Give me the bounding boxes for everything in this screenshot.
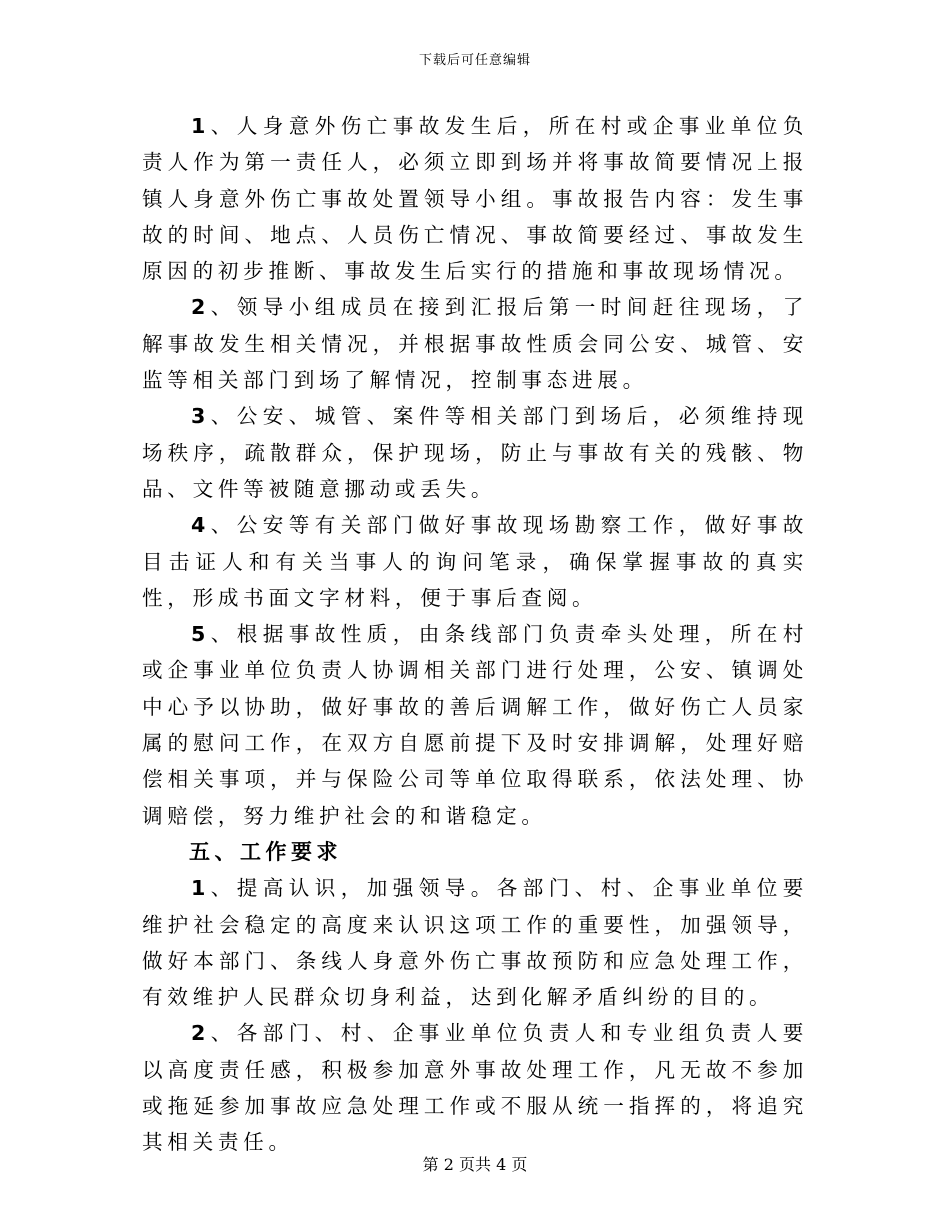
paragraph-number: 5 xyxy=(191,622,211,647)
paragraph-number: 1 xyxy=(191,114,211,138)
paragraph-text: 、人身意外伤亡事故发生后，所在村或企事业单位负责人作为第一责任人，必须立即到场并将事故简要情况上报镇人身意外伤亡事故处置领导小组。事故报告内容：发生事故的时间、地点、人员伤亡情况、事故简要经过、事故发生原因的初步推断、事故发生后实行的措施和事故现场情况。 xyxy=(142,114,808,284)
requirement-2 xyxy=(142,1015,808,1160)
paragraph-2 xyxy=(142,289,808,398)
requirement-1 xyxy=(142,870,808,1015)
paragraph-text: 、提高认识，加强领导。各部门、村、企事业单位要维护社会稳定的高度来认识这项工作的重要性，加强领导，做好本部门、条线人身意外伤亡事故预防和应急处理工作，有效维护人民群众切身利益，达到化解矛盾纠纷的目的。 xyxy=(142,876,808,1010)
page-header-note: 下载后可任意编辑 xyxy=(418,53,531,68)
paragraph-text: 、领导小组成员在接到汇报后第一时间赶往现场，了解事故发生相关情况，并根据事故性质会同公安、城管、安监等相关部门到场了解情况，控制事态进展。 xyxy=(142,295,808,393)
document-body xyxy=(142,108,808,1161)
paragraph-5 xyxy=(142,616,808,834)
section-heading: 五、工作要求 xyxy=(189,839,342,864)
paragraph-number: 1 xyxy=(191,876,211,901)
paragraph-number: 4 xyxy=(191,513,211,538)
paragraph-text: 、各部门、村、企事业单位负责人和专业组负责人要以高度责任感，积极参加意外事故处理工作，凡无故不参加或拖延参加事故应急处理工作或不服从统一指挥的，将追究其相关责任。 xyxy=(142,1021,808,1155)
page-number: 第 2 页共 4 页 xyxy=(422,1155,528,1174)
paragraph-number: 2 xyxy=(191,295,211,320)
paragraph-text: 、公安等有关部门做好事故现场勘察工作，做好事故目击证人和有关当事人的询问笔录，确保掌握事故的真实性，形成书面文字材料，便于事后查阅。 xyxy=(142,513,808,610)
paragraph-text: 、公安、城管、案件等相关部门到场后，必须维持现场秩序，疏散群众，保护现场，防止与事故有关的残骸、物品、文件等被随意挪动或丢失。 xyxy=(142,404,808,501)
paragraph-4 xyxy=(142,507,808,616)
paragraph-number: 2 xyxy=(191,1021,211,1046)
paragraph-3 xyxy=(142,398,808,507)
paragraph-1 xyxy=(142,108,808,289)
paragraph-number: 3 xyxy=(191,404,211,429)
paragraph-text: 、根据事故性质，由条线部门负责牵头处理，所在村或企事业单位负责人协调相关部门进行处理，公安、镇调处中心予以协助，做好事故的善后调解工作，做好伤亡人员家属的慰问工作，在双方自愿前提下及时安排调解，处理好赔偿相关事项，并与保险公司等单位取得联系，依法处理、协调赔偿，努力维护社会的和谐稳定。 xyxy=(142,622,808,828)
